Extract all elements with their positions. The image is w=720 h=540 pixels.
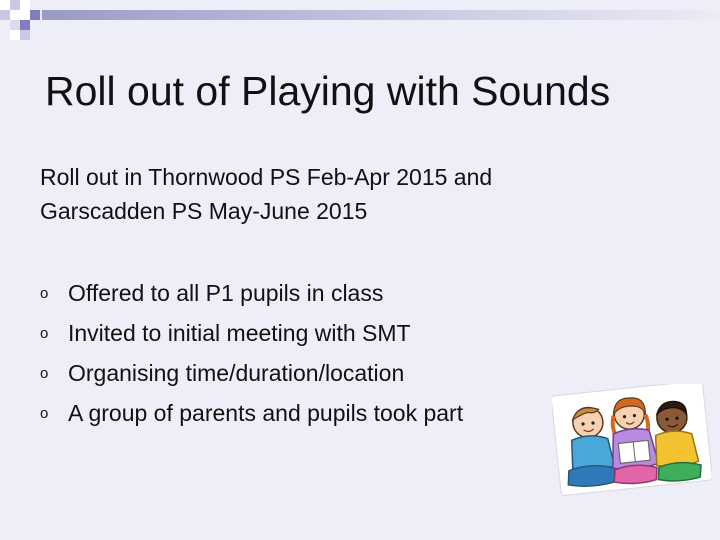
- intro-line-1: Roll out in Thornwood PS Feb-Apr 2015 and: [40, 164, 493, 190]
- bullet-marker-icon: o: [40, 285, 49, 302]
- intro-text: [40, 160, 680, 228]
- slide-title: Roll out of Playing with Sounds: [45, 68, 611, 114]
- bullet-text: Offered to all P1 pupils in class: [68, 280, 384, 306]
- list-item: [40, 393, 600, 433]
- bullet-marker-icon: o: [40, 325, 49, 342]
- bullet-marker-icon: o: [40, 405, 49, 422]
- list-item: [40, 313, 600, 353]
- bullet-marker-icon: o: [40, 365, 49, 382]
- intro-line-2: Garscadden PS May-June 2015: [40, 198, 368, 224]
- list-item: [40, 273, 600, 313]
- children-reading-clipart: [552, 384, 712, 496]
- bullet-list: [40, 273, 600, 433]
- bullet-text: A group of parents and pupils took part: [68, 400, 464, 426]
- list-item: [40, 353, 600, 393]
- bullet-text: Organising time/duration/location: [68, 360, 405, 386]
- bullet-text: Invited to initial meeting with SMT: [68, 320, 411, 346]
- header-decoration: [0, 0, 720, 60]
